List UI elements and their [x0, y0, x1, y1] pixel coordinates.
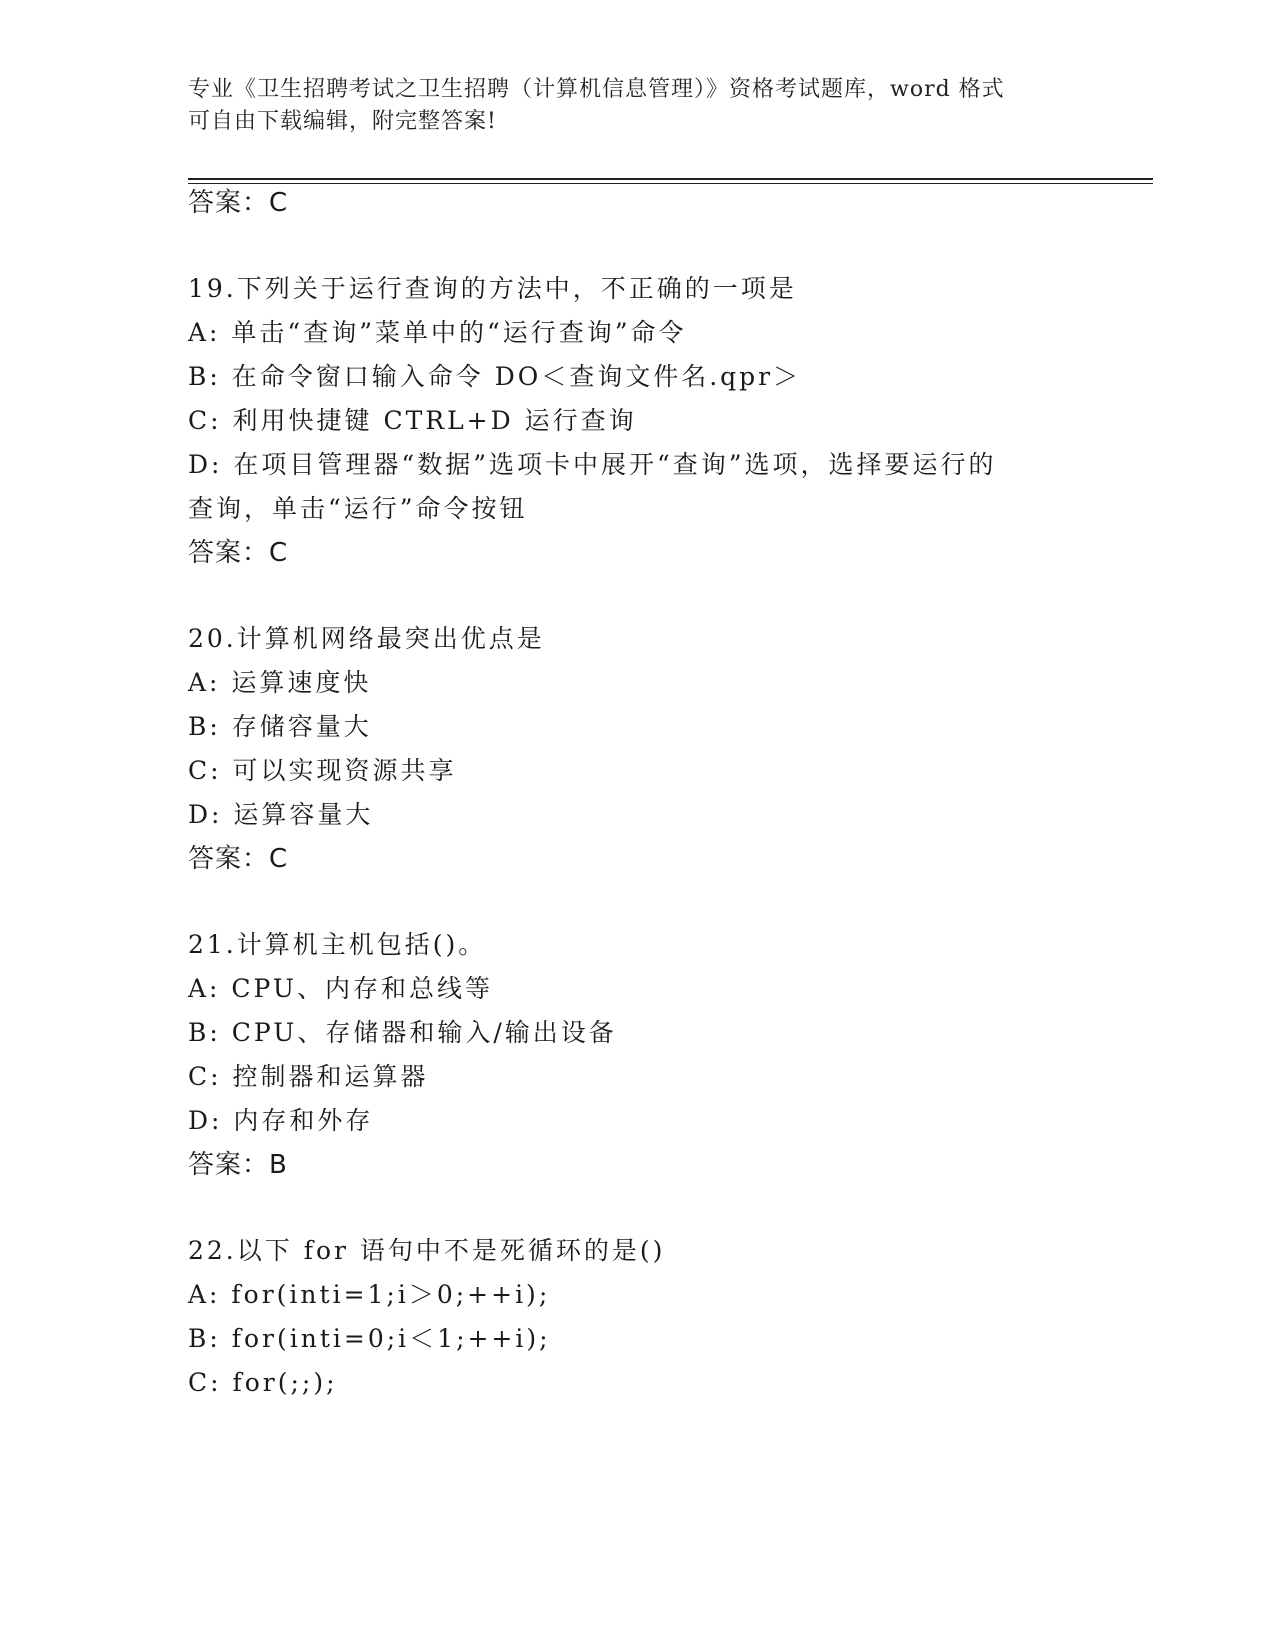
header-divider-thick [188, 178, 1153, 180]
q21-option-b: B: CPU、存储器和输入/输出设备 [188, 1018, 617, 1047]
q19-option-c: C: 利用快捷键 CTRL+D 运行查询 [188, 406, 637, 435]
header-line-2: 可自由下载编辑，附完整答案! [188, 109, 497, 134]
q22-option-c: C: for(;;); [188, 1368, 338, 1397]
q21-option-c: C: 控制器和运算器 [188, 1062, 429, 1091]
q21-option-a: A: CPU、内存和总线等 [188, 974, 494, 1003]
q19-question: 19.下列关于运行查询的方法中，不正确的一项是 [188, 274, 797, 303]
q21-option-d: D: 内存和外存 [188, 1106, 374, 1135]
q21-question: 21.计算机主机包括()。 [188, 930, 487, 959]
header-line-1: 专业《卫生招聘考试之卫生招聘（计算机信息管理）》资格考试题库，word 格式 [188, 77, 1005, 102]
q20-option-c: C: 可以实现资源共享 [188, 756, 457, 785]
q20-option-a: A: 运算速度快 [188, 668, 372, 697]
q19-option-d-line2: 查询，单击“运行”命令按钮 [188, 494, 528, 523]
q20-option-d: D: 运算容量大 [188, 800, 374, 829]
q19-option-a: A: 单击“查询”菜单中的“运行查询”命令 [188, 318, 687, 347]
q22-question: 22.以下 for 语句中不是死循环的是() [188, 1236, 666, 1265]
q19-option-b: B: 在命令窗口输入命令 DO＜查询文件名.qpr＞ [188, 362, 802, 391]
header-divider-thin [188, 183, 1153, 184]
q20-option-b: B: 存储容量大 [188, 712, 372, 741]
document-header [188, 74, 1088, 138]
q19-option-d-line1: D: 在项目管理器“数据”选项卡中展开“查询”选项，选择要运行的 [188, 450, 997, 479]
q21-answer: 答案：B [188, 1150, 288, 1180]
q20-answer: 答案：C [188, 844, 289, 874]
q22-option-a: A: for(inti=1;i＞0;++i); [188, 1280, 551, 1309]
q20-question: 20.计算机网络最突出优点是 [188, 624, 545, 653]
prev-answer: 答案：C [188, 188, 289, 218]
q19-answer: 答案：C [188, 538, 289, 568]
q22-option-b: B: for(inti=0;i＜1;++i); [188, 1324, 551, 1353]
